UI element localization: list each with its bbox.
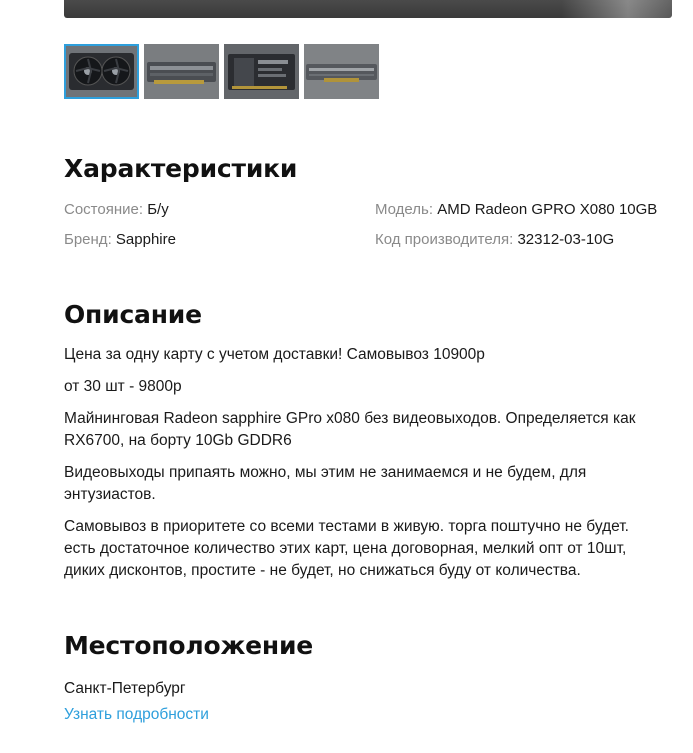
spec-manufacturer-code-label: Код производителя: bbox=[375, 231, 514, 248]
description-body bbox=[64, 344, 664, 592]
description-paragraph: Цена за одну карту с учетом доставки! Самовывоз 10900р bbox=[64, 346, 485, 363]
spec-manufacturer-code-value: 32312-03-10G bbox=[517, 231, 615, 248]
spec-model bbox=[375, 201, 657, 218]
thumbnail-1[interactable] bbox=[64, 44, 139, 99]
spec-brand-value: Sapphire bbox=[115, 231, 176, 248]
thumbnail-2[interactable] bbox=[144, 44, 219, 99]
spec-brand bbox=[64, 231, 176, 248]
photo-glare bbox=[562, 0, 672, 18]
main-product-photo[interactable] bbox=[64, 0, 672, 18]
description-paragraph: Видеовыходы припаять можно, мы этим не занимаемся и не будем, для энтузиастов. bbox=[64, 464, 587, 503]
spec-model-label: Модель: bbox=[375, 201, 434, 218]
spec-condition-label: Состояние: bbox=[64, 201, 144, 218]
description-paragraph: от 30 шт - 9800р bbox=[64, 378, 182, 395]
location-title: Местоположение bbox=[64, 631, 314, 660]
specs-title: Характеристики bbox=[64, 154, 298, 183]
spec-manufacturer-code bbox=[375, 231, 614, 248]
thumbnail-strip bbox=[64, 44, 379, 99]
spec-model-value: AMD Radeon GPRO X080 10GB bbox=[437, 201, 658, 218]
description-title: Описание bbox=[64, 300, 202, 329]
location-city: Санкт-Петербург bbox=[64, 680, 186, 697]
thumbnail-4[interactable] bbox=[304, 44, 379, 99]
spec-condition bbox=[64, 201, 169, 218]
description-paragraph: Самовывоз в приоритете со всеми тестами в живую. торга поштучно не будет. есть достаточное количество этих карт, цена договорная, мелкий опт от 10шт, диких дисконтов, простите - не будет, но снижаться буду от количества. bbox=[64, 518, 629, 579]
details-link[interactable]: Узнать подробности bbox=[64, 706, 209, 723]
spec-brand-label: Бренд: bbox=[64, 231, 112, 248]
thumbnail-3[interactable] bbox=[224, 44, 299, 99]
spec-condition-value: Б/у bbox=[147, 201, 169, 218]
description-paragraph: Майнинговая Radeon sapphire GPro x080 без видеовыходов. Определяется как RX6700, на борту 10Gb GDDR6 bbox=[64, 410, 636, 449]
